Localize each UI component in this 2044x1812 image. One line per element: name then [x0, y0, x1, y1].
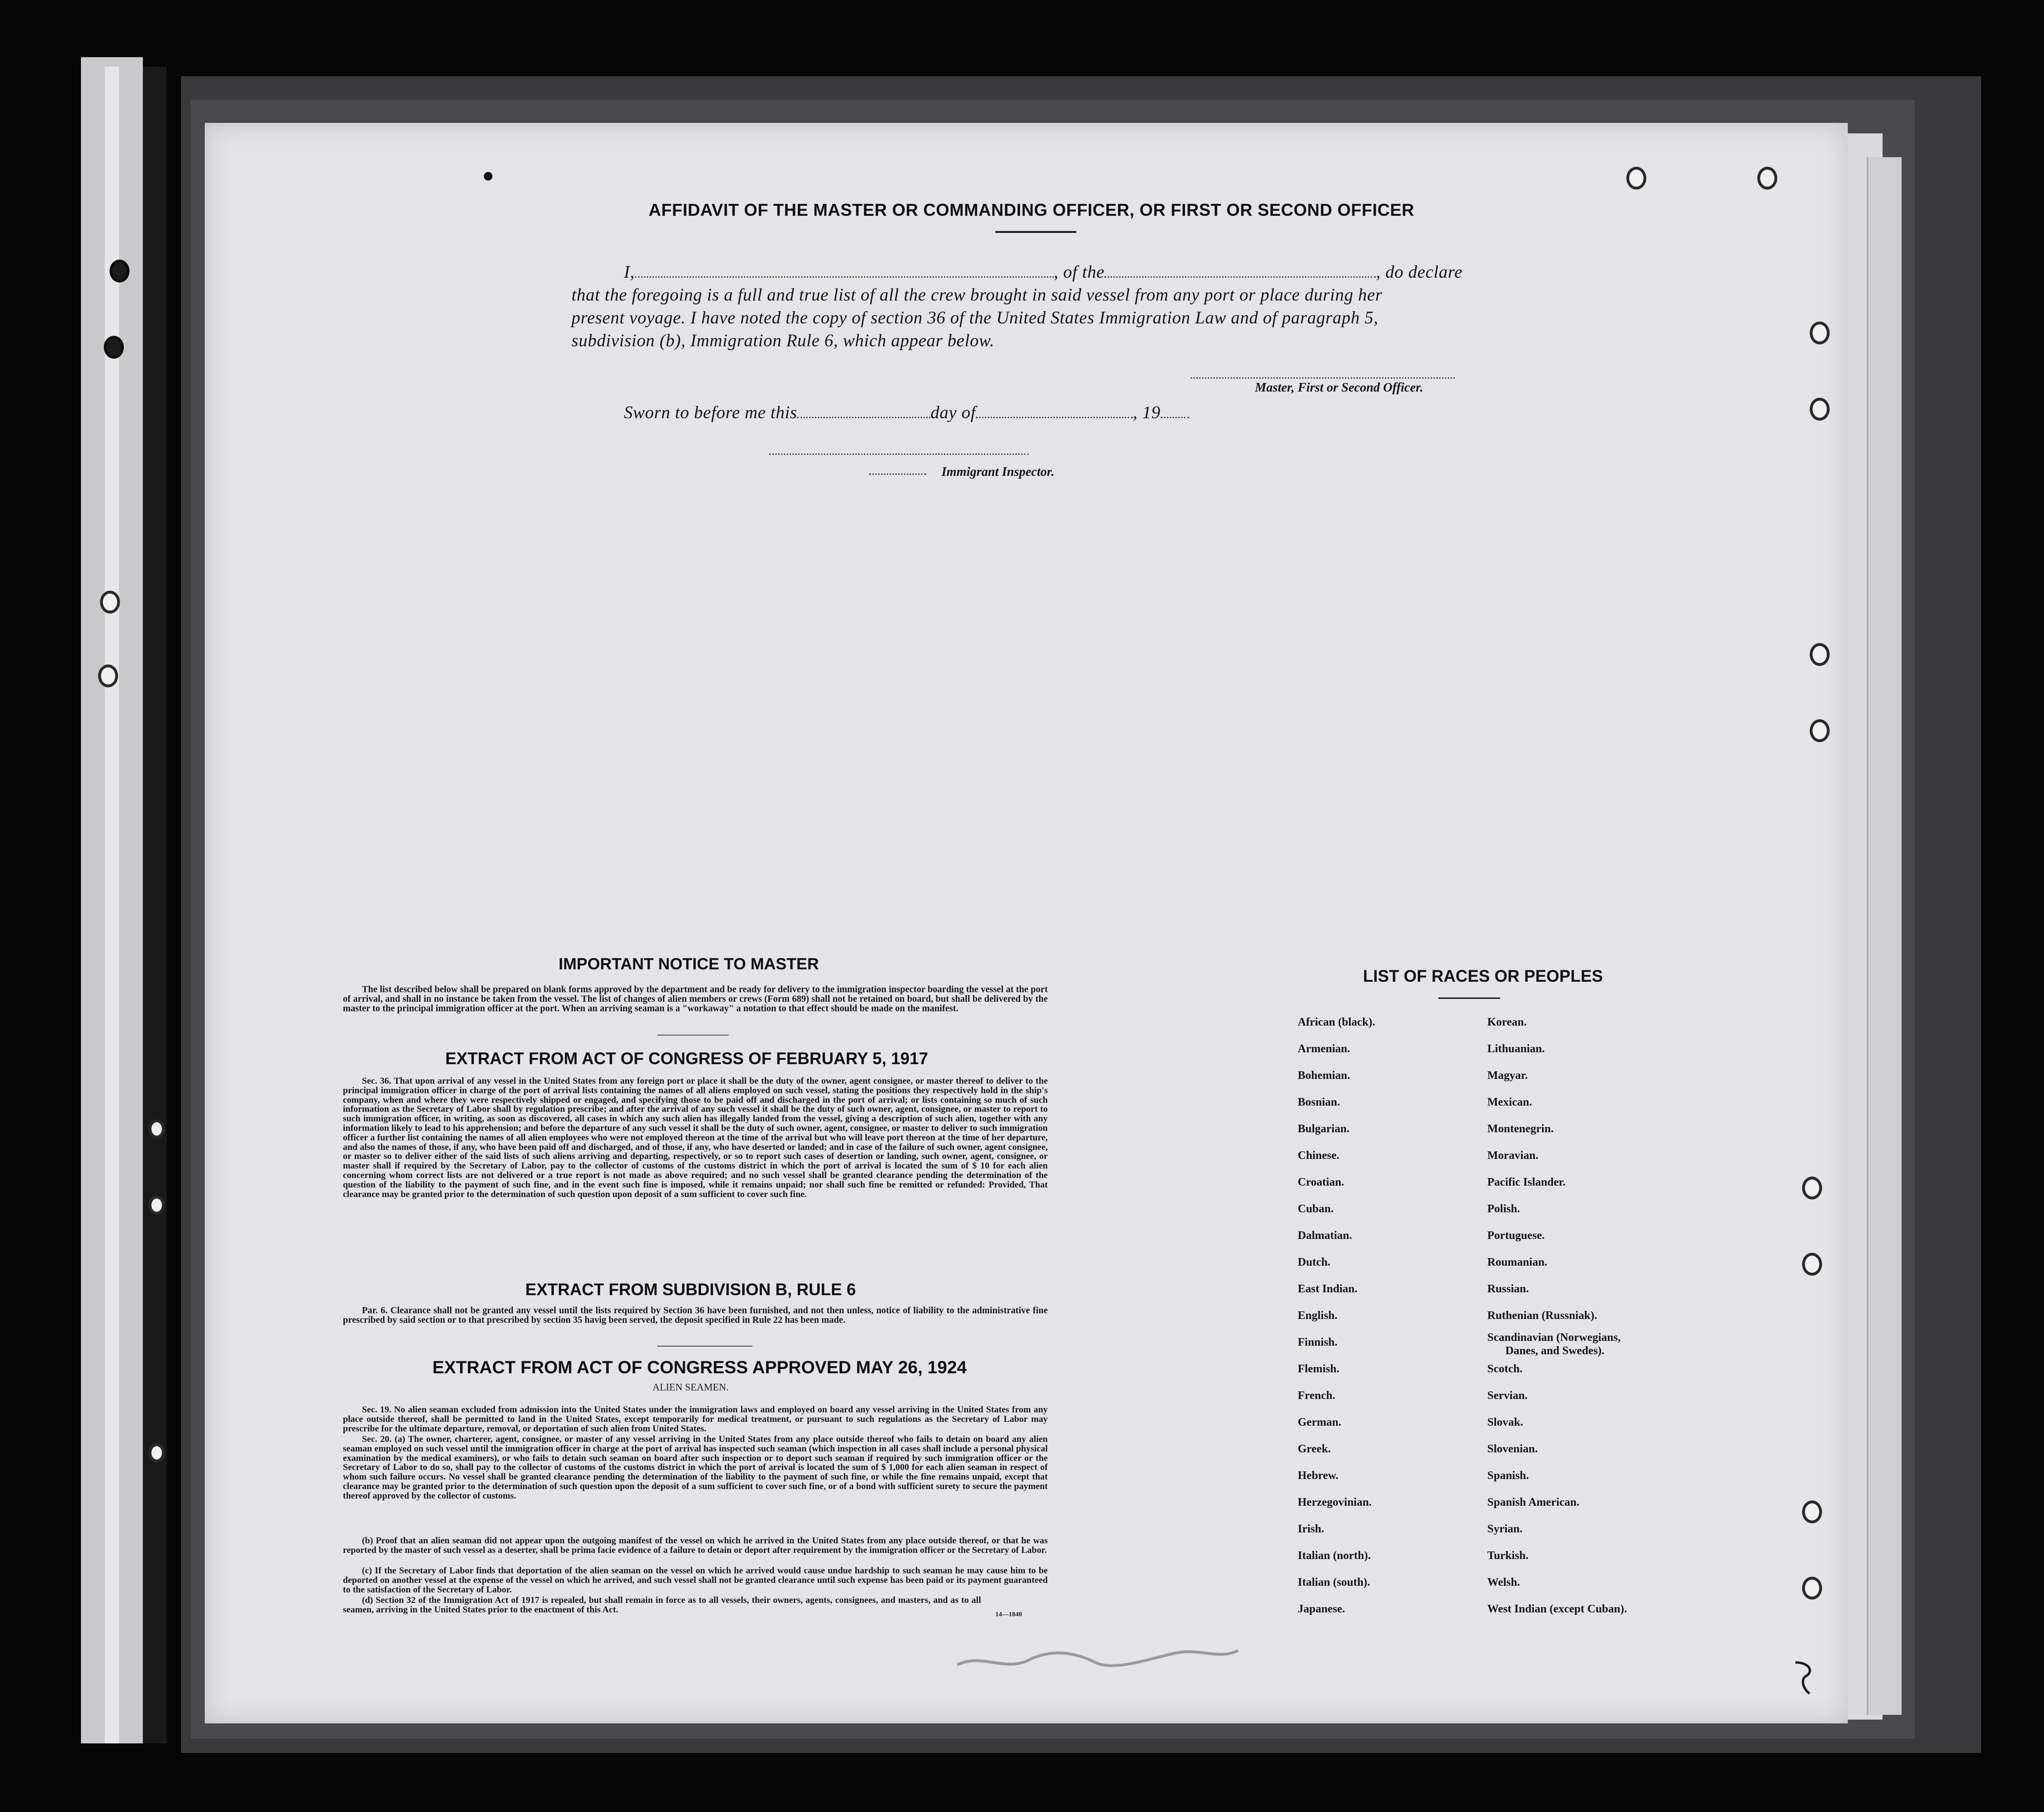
- inspector-signature-line-short: [869, 473, 926, 475]
- sworn-month-blank: [976, 404, 1133, 418]
- race-item: Armenian.: [1298, 1043, 1350, 1055]
- race-item: German.: [1298, 1416, 1342, 1429]
- race-item: Mexican.: [1487, 1096, 1532, 1108]
- race-item: Polish.: [1487, 1203, 1520, 1215]
- race-item-continuation: Danes, and Swedes).: [1505, 1345, 1605, 1357]
- notice-text: The list described below shall be prepared on blank forms approved by the department and be ready for delivery to the immigration inspector boarding the vessel at the port of arrival, and shall in no instance be taken from the vessel. The list of changes of alien members or crews (Form 689) shall not be retained on board, but shall be delivered by the master to the principal immigration officer at the port. When an arriving seaman is a "workaway" a notation to that effect should be made on the manifest.: [343, 985, 1048, 1014]
- extract-1917-text: Sec. 36. That upon arrival of any vessel in the United States from any foreign port or place it shall be the duty of the owner, agent consignee, or master thereof to deliver to the principal immigration officer in charge of the port of arrival lists containing the names of all aliens employed on such vessel, stating the positions they respectively hold in the ship's company, when and where they were respectively shipped or engaged, and specifying those to be paid off and discharged in the port of arrival; or lists containing so much of such information as the Secretary of Labor shall by regulation prescribe; and after the arrival of any such vessel it shall be the duty of such owner, agent, consignee, or master to report to such immigration officer, in writing, as soon as discovered, all cases in which any such alien has illegally landed from the vessel, giving a description of such alien, together with any information likely to lead to his apprehension; and before the departure of any such vessel it shall be the duty of such owner, agent, consignee, or master to deliver to such immigration officer a further list containing the names of all alien employees who were not employed thereon at the time of the arrival but who will leave port thereon at the time of her departure, and also the names of those, if any, who have been paid off and discharged, and of those, if any, who have deserted or landed; and in case of the failure of such owner, agent consignee, or master so to deliver either of the said lists of such aliens arriving and departing, respectively, or so to report such cases of desertion or landing, such owner, agent, consignee, or master shall if required by the Secretary of Labor, pay to the collector of customs of the customs district in which the port of arrival is located the sum of $ 10 for each alien concerning whom correct lists are not delivered or a true report is not made as above required; and no such vessel shall be granted clearance pending the determination of the question of the liability to the payment of such fine, and in the event such fine is imposed, while it remains unpaid; nor shall such fine be remitted or refunded: Provided, That clearance may be granted prior to the determination of such question upon deposit of a sum sufficient to cover such fine.: [343, 1077, 1048, 1199]
- divider: [657, 1035, 729, 1036]
- race-item: Portuguese.: [1487, 1229, 1545, 1242]
- race-item: English.: [1298, 1309, 1338, 1322]
- race-item: Magyar.: [1487, 1069, 1528, 1082]
- race-item: Slovak.: [1487, 1416, 1523, 1429]
- race-item: Cuban.: [1298, 1203, 1334, 1215]
- sworn-day-blank: [797, 404, 931, 418]
- race-item: Spanish American.: [1487, 1496, 1580, 1509]
- race-item: Turkish.: [1487, 1550, 1529, 1562]
- binder-hole: [1802, 1500, 1822, 1523]
- race-item: Ruthenian (Russniak).: [1487, 1309, 1597, 1322]
- stacked-sheet-edge: [1867, 157, 1902, 1715]
- race-item: Hebrew.: [1298, 1470, 1339, 1482]
- binder-hole: [1626, 167, 1646, 190]
- binder-hole: [149, 1196, 165, 1215]
- binder-hole: [1810, 398, 1830, 421]
- sworn-year: , 19: [1132, 403, 1161, 423]
- extract-1917-title: EXTRACT FROM ACT OF CONGRESS OF FEBRUARY 5, 1917: [445, 1049, 928, 1068]
- race-item: Finnish.: [1298, 1336, 1338, 1349]
- master-signature-label: Master, First or Second Officer.: [1255, 380, 1423, 394]
- sworn-day-of: day of: [930, 403, 976, 423]
- extract-1924-sec20c: (c) If the Secretary of Labor finds that deportation of the alien seaman on the vessel on which he arrived would cause undue hardship to such seaman he may cause him to be deported on another vessel at the expense of the vessel on which he arrived, and such vessel shall not be granted clearance until such expense has been paid or its payment guaranteed to the satisfaction of the Secretary of Labor.: [343, 1566, 1048, 1595]
- race-item: East Indian.: [1298, 1283, 1358, 1295]
- race-item: African (black).: [1298, 1016, 1375, 1028]
- affidavit-line-2: that the foregoing is a full and true list of all the crew brought in said vessel from any port or place during her: [571, 285, 1383, 305]
- divider: [657, 1346, 752, 1347]
- extract-rule6-title: EXTRACT FROM SUBDIVISION B, RULE 6: [525, 1280, 856, 1299]
- race-item: Greek.: [1298, 1443, 1331, 1455]
- binder-hole: [1802, 1177, 1822, 1199]
- race-item: Pacific Islander.: [1487, 1176, 1566, 1188]
- affidavit-do-declare: , do declare: [1376, 262, 1463, 282]
- binder-hole: [149, 1119, 165, 1138]
- binder-hole: [1810, 322, 1830, 344]
- races-underline: [1438, 997, 1500, 999]
- race-item: Bosnian.: [1298, 1096, 1340, 1108]
- binder-hole: [1802, 1253, 1822, 1276]
- notice-title: IMPORTANT NOTICE TO MASTER: [559, 955, 819, 973]
- binder-hole: [1810, 643, 1830, 666]
- race-item: Chinese.: [1298, 1149, 1340, 1162]
- inspector-signature-label: Immigrant Inspector.: [942, 464, 1055, 479]
- race-item: Dutch.: [1298, 1256, 1331, 1268]
- race-item: Roumanian.: [1487, 1256, 1548, 1268]
- race-item: Servian.: [1487, 1389, 1528, 1402]
- corner-check-mark: [1791, 1658, 1819, 1696]
- title-underline: [995, 231, 1076, 233]
- sworn-year-blank: [1161, 404, 1189, 418]
- affidavit-line-1: [624, 262, 1463, 282]
- extract-rule6-text: Par. 6. Clearance shall not be granted any vessel until the lists required by Section 36 have been furnished, and not then unless, notice of liability to the administrative fine prescribed by said section or to that prescribed by section 35 havig been served, the deposit specified in Rule 22 has been made.: [343, 1306, 1048, 1326]
- races-title: LIST OF RACES OR PEOPLES: [1363, 967, 1603, 986]
- master-signature-line: [1191, 376, 1455, 379]
- extract-1924-sec20b: (b) Proof that an alien seaman did not appear upon the outgoing manifest of the vessel on which he arrived in the United States from any place outside thereof, or that he was reported by the master of such vessel as a deserter, shall be prima facie evidence of a failure to detain or deport after requirement by the immigration officer or the Secretary of Labor.: [343, 1536, 1048, 1555]
- race-item: Welsh.: [1487, 1576, 1520, 1589]
- race-item: Croatian.: [1298, 1176, 1344, 1188]
- race-item: Spanish.: [1487, 1470, 1529, 1482]
- race-item: Italian (north).: [1298, 1550, 1371, 1562]
- inspector-signature-line: [769, 453, 1029, 455]
- affidavit-i: I,: [624, 262, 635, 282]
- extract-1924-sec20d: (d) Section 32 of the Immigration Act of 1917 is repealed, but shall remain in force as to all vessels, their owners, agents, consignees, and masters, and as to all seamen, arriving in the United States prior to the enactment of this Act.: [343, 1596, 981, 1615]
- name-blank: [635, 264, 1054, 278]
- binder-hole: [98, 664, 118, 687]
- affidavit-line-4: subdivision (b), Immigration Rule 6, which appear below.: [571, 331, 994, 351]
- race-item: Slovenian.: [1487, 1443, 1538, 1455]
- binder-hole: [1810, 719, 1830, 742]
- race-item: Syrian.: [1487, 1523, 1523, 1535]
- extract-1924-sec19: Sec. 19. No alien seaman excluded from admission into the United States under the immigration laws and employed on board any vessel arriving in the United States from any place outside thereof, shall be permitted to land in the United States, except temporarily for medical treatment, or pursuant to such regulations as the Secretary of Labor may prescribe for the ultimate departure, removal, or deportation of such alien from United States.: [343, 1405, 1048, 1434]
- binder-hole: [104, 336, 124, 359]
- affidavit-line-3: present voyage. I have noted the copy of section 36 of the United States Immigration Law and of paragraph 5,: [571, 308, 1379, 328]
- extract-1924-sec20a: Sec. 20. (a) The owner, charterer, agent, consignee, or master of any vessel arriving in the United States from any place outside thereof who fails to detain on board any alien seaman employed on such vessel until the immigration officer in charge at the port of arrival has inspected such seaman (which inspection in all cases shall include a personal physical examination by the medical examiners), or who fails to detain such seaman on board after such inspection or to deport such seaman if required by such immigration officer or the Secretary of Labor to do so, shall pay to the collector of customs of the customs district in which the port of arrival is located the sum of $ 1,000 for each alien seaman in respect of whom such failure occurs. No vessel shall be granted clearance pending the determination of the liability to the payment of such fine, or while the fine remains unpaid, except that clearance may be granted prior to the determination of such question upon the deposit of a sum sufficient to cover such fine, or of a bond with sufficient surety to secure the payment thereof approved by the collector of customs.: [343, 1435, 1048, 1501]
- binder-strip-dark: [143, 67, 167, 1743]
- sworn-text: Sworn to before me this: [624, 403, 797, 423]
- race-item: Montenegrin.: [1487, 1123, 1554, 1135]
- race-item: French.: [1298, 1389, 1335, 1402]
- affidavit-of-the: , of the: [1053, 262, 1105, 282]
- faint-signature-scribble: [952, 1639, 1248, 1677]
- race-item: Russian.: [1487, 1283, 1529, 1295]
- binder-hole: [1757, 167, 1777, 190]
- race-item: Korean.: [1487, 1016, 1527, 1028]
- extract-1924-title: EXTRACT FROM ACT OF CONGRESS APPROVED MAY 26, 1924: [432, 1358, 967, 1377]
- race-item: Irish.: [1298, 1523, 1324, 1535]
- race-item: Italian (south).: [1298, 1576, 1371, 1589]
- sworn-line: [624, 403, 1189, 423]
- race-item: Herzegovinian.: [1298, 1496, 1372, 1509]
- binder-hole: [1802, 1577, 1822, 1600]
- race-item: West Indian (except Cuban).: [1487, 1603, 1627, 1615]
- form-number: 14—1840: [995, 1611, 1022, 1618]
- race-item: Japanese.: [1298, 1603, 1345, 1615]
- race-item: Bulgarian.: [1298, 1123, 1350, 1135]
- race-item: Dalmatian.: [1298, 1229, 1352, 1242]
- race-item: Scandinavian (Norwegians,: [1487, 1331, 1621, 1344]
- extract-1924-subtitle: ALIEN SEAMEN.: [652, 1381, 729, 1393]
- race-item: Flemish.: [1298, 1363, 1340, 1375]
- race-item: Moravian.: [1487, 1149, 1539, 1162]
- ink-speck: [481, 169, 495, 183]
- race-item: Bohemian.: [1298, 1069, 1351, 1082]
- binder-hole: [100, 591, 120, 614]
- binder-hole: [110, 260, 130, 282]
- binder-strip-light: [105, 67, 119, 1743]
- binder-hole: [149, 1443, 165, 1462]
- affidavit-title: AFFIDAVIT OF THE MASTER OR COMMANDING OFFICER, OR FIRST OR SECOND OFFICER: [649, 200, 1414, 220]
- race-item: Lithuanian.: [1487, 1043, 1545, 1055]
- vessel-blank: [1104, 264, 1376, 278]
- race-item: Scotch.: [1487, 1363, 1523, 1375]
